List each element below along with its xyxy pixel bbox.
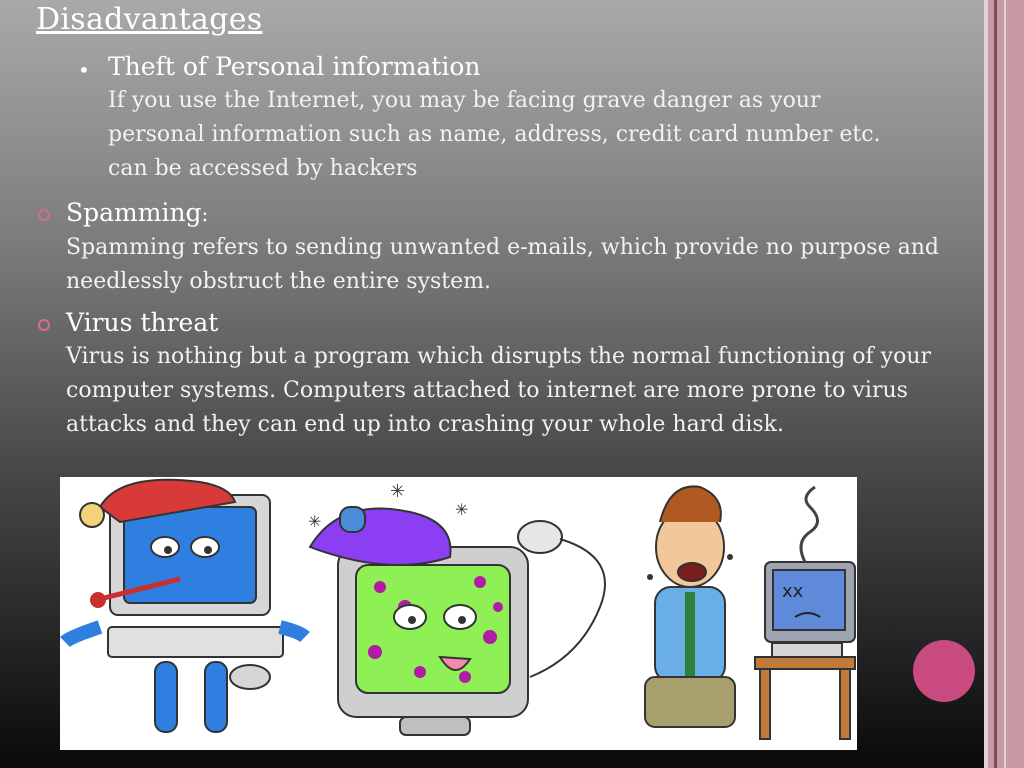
item-heading-colon: : [201, 202, 209, 226]
band-line [994, 0, 997, 768]
item-heading: Theft of Personal information [108, 52, 481, 81]
decorative-circle [913, 640, 975, 702]
slide-title: Disadvantages [36, 2, 263, 37]
sick-computer-thermometer-illustration [65, 480, 305, 732]
list-item-theft [108, 50, 908, 186]
illustrations-panel [60, 477, 857, 750]
item-heading: Virus threat [66, 308, 219, 337]
svg-text:✳: ✳ [390, 481, 406, 502]
bullet-dot-icon: • [78, 58, 90, 82]
bullet-ring-icon [38, 209, 50, 221]
frustrated-man-broken-computer-illustration [645, 486, 855, 739]
item-body: Virus is nothing but a program which disrupts the normal functioning of your computer systems. Computers attached to internet are more prone to virus attacks and they can end up into crashing your whole hard disk. [66, 344, 932, 437]
svg-text:xx: xx [782, 581, 804, 602]
item-heading [66, 196, 946, 231]
band-line [984, 0, 988, 768]
bullet-ring-icon [38, 319, 50, 331]
item-heading-text: Spamming [66, 198, 202, 227]
svg-text:✳: ✳ [308, 512, 322, 531]
list-item-virus [66, 306, 946, 442]
band-line [1004, 0, 1006, 768]
svg-text:✳: ✳ [455, 500, 469, 519]
item-body: If you use the Internet, you may be facing grave danger as your personal information such as name, address, credit card number etc. can be accessed by hackers [108, 88, 881, 181]
item-body: Spamming refers to sending unwanted e-mails, which provide no purpose and needlessly obstruct the entire system. [66, 235, 939, 294]
list-item-spamming [66, 196, 946, 299]
sick-computer-icepack-illustration [308, 481, 605, 735]
decorative-right-band [984, 0, 1024, 768]
